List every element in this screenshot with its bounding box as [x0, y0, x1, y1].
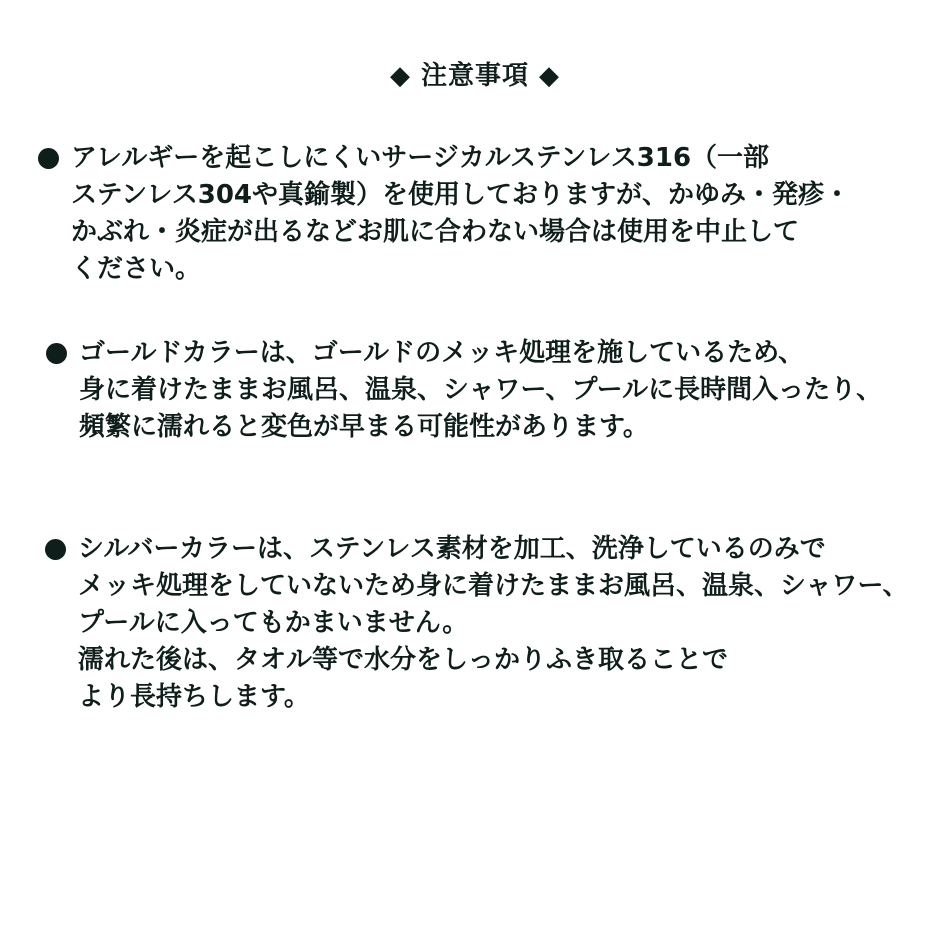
note-line: ステンレス304や真鍮製）を使用しておりますが、かゆみ・発疹・ — [71, 180, 851, 210]
note-item-gold-color — [46, 335, 882, 446]
note-line: アレルギーを起こしにくいサージカルステンレス316（一部 — [71, 143, 770, 173]
page-title: ◆ 注意事項 ◆ — [389, 61, 561, 91]
note-line: ください。 — [71, 254, 202, 284]
note-line: プールに入ってもかまいません。 — [78, 608, 469, 638]
note-line: かぶれ・炎症が出るなどお肌に合わない場合は使用を中止して — [71, 217, 800, 247]
bullet-icon — [45, 539, 66, 560]
bullet-icon — [38, 148, 59, 169]
note-line: 身に着けたままお風呂、温泉、シャワー、プールに長時間入ったり、 — [79, 375, 883, 405]
note-line: 頻繁に濡れると変色が早まる可能性があります。 — [79, 412, 649, 442]
note-line: より長持ちします。 — [78, 682, 310, 712]
note-line: 濡れた後は、タオル等で水分をしっかりふき取ることで — [78, 645, 729, 675]
note-line: シルバーカラーは、ステンレス素材を加工、洗浄しているのみで — [78, 534, 826, 564]
note-line: ゴールドカラーは、ゴールドのメッキ処理を施しているため、 — [79, 338, 805, 368]
bullet-icon — [46, 343, 67, 364]
note-item-silver-color — [45, 531, 908, 716]
note-text — [71, 140, 850, 288]
note-line: メッキ処理をしていないため身に着けたままお風呂、温泉、シャワー、 — [78, 571, 909, 601]
note-text — [78, 531, 908, 716]
note-text — [79, 335, 882, 446]
note-item-allergy — [38, 140, 850, 288]
